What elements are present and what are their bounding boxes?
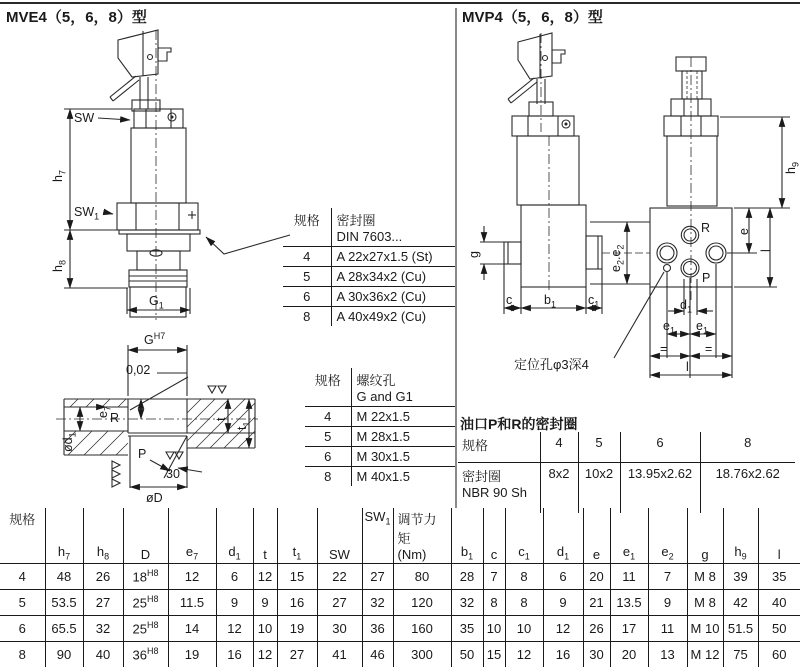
label-l-right: l — [760, 249, 773, 252]
table-cell: M 30x1.5 — [351, 447, 455, 467]
label-d1-front: $d_1$ — [680, 299, 692, 315]
label-e1-left: $e_1$ — [663, 320, 675, 336]
label-c1: $c_1$ — [588, 294, 599, 310]
label-od: øD — [146, 492, 163, 505]
table-header-row — [0, 508, 800, 564]
table-cell: 27 — [317, 590, 362, 616]
table-cell: 39 — [723, 564, 758, 590]
table-cell: 21 — [583, 590, 610, 616]
label-e2-e2: $e_2.e_2$ — [610, 245, 626, 272]
table-cell: 12 — [216, 616, 253, 642]
table-cell: 50 — [758, 616, 800, 642]
table-cell: $25^{H8}$ — [123, 590, 168, 616]
table-cell: 8 — [283, 307, 331, 327]
table-cell: $e_2$ — [648, 508, 687, 564]
label-e: e — [738, 228, 751, 235]
locating-hole-note: 定位孔φ3深4 — [514, 358, 589, 371]
table-cell: 53.5 — [45, 590, 83, 616]
table-cell: 8 — [0, 642, 45, 667]
table-cell: 27 — [277, 642, 317, 667]
thread-hole-table — [305, 368, 455, 486]
table-cell: M 22x1.5 — [351, 407, 455, 427]
table-cell: 6 — [620, 432, 700, 463]
table-cell: $d_1$ — [543, 508, 583, 564]
label-p-section: P — [138, 448, 146, 461]
table-cell: 6 — [0, 616, 45, 642]
table-cell: 6 — [216, 564, 253, 590]
label-runout-tolerance: 0,02 — [126, 364, 150, 377]
table-header-row — [458, 432, 795, 463]
table-row — [458, 463, 795, 514]
table-cell: 9 — [648, 590, 687, 616]
table-cell: 120 — [393, 590, 451, 616]
table-row — [305, 447, 455, 467]
table-cell: e — [583, 508, 610, 564]
table-cell: 7 — [648, 564, 687, 590]
table-cell: 14 — [168, 616, 216, 642]
table-cell: $e_1$ — [610, 508, 648, 564]
table-row — [283, 267, 455, 287]
table-cell: M 12 — [687, 642, 723, 667]
table-cell: 27 — [83, 590, 123, 616]
table-cell: 30 — [583, 642, 610, 667]
table-cell: M 8 — [687, 564, 723, 590]
table-cell: 13.5 — [610, 590, 648, 616]
dimension-table — [0, 508, 800, 667]
table-cell: M 8 — [687, 590, 723, 616]
table-cell: 12 — [253, 642, 277, 667]
table-row — [0, 564, 800, 590]
table-cell: 11 — [610, 564, 648, 590]
table-cell: 10 — [483, 616, 505, 642]
label-p-port: P — [702, 272, 710, 285]
table-cell: 46 — [362, 642, 393, 667]
table-cell: 4 — [0, 564, 45, 590]
table-cell: 60 — [758, 642, 800, 667]
table-cell: $18^{H8}$ — [123, 564, 168, 590]
table-cell: 36 — [362, 616, 393, 642]
port-seal-heading: 油口P和R的密封圈 — [460, 414, 577, 434]
table-cell: 32 — [362, 590, 393, 616]
label-r-port: R — [701, 222, 710, 235]
section-detail-drawing — [56, 345, 258, 488]
table-cell: $25^{H8}$ — [123, 616, 168, 642]
label-r-section: R — [110, 412, 119, 425]
table-cell: 40 — [83, 642, 123, 667]
table-cell: 32 — [451, 590, 483, 616]
table-row — [283, 287, 455, 307]
table-cell: 15 — [483, 642, 505, 667]
label-c: c — [506, 294, 512, 307]
table-cell: 40 — [758, 590, 800, 616]
table-cell: A 22x27x1.5 (St) — [331, 247, 455, 267]
label-b1: $b_1$ — [544, 294, 556, 310]
table-cell: 42 — [723, 590, 758, 616]
table-cell: 19 — [168, 642, 216, 667]
table-cell: 18.76x2.62 — [700, 463, 795, 514]
table-cell: 20 — [610, 642, 648, 667]
table-cell: 8 — [505, 564, 543, 590]
table-cell: 16 — [216, 642, 253, 667]
label-angle-30: 30 — [166, 468, 180, 481]
table-row — [283, 307, 455, 327]
table-cell: $t_1$ — [277, 508, 317, 564]
table-cell: 5 — [578, 432, 620, 463]
table-cell: 12 — [543, 616, 583, 642]
label-l-bottom: l — [686, 361, 689, 374]
table-cell: 9 — [543, 590, 583, 616]
table-cell: A 30x36x2 (Cu) — [331, 287, 455, 307]
table-cell: 160 — [393, 616, 451, 642]
label-e1-right: $e_1$ — [696, 320, 708, 336]
table-cell: $36^{H8}$ — [123, 642, 168, 667]
left-title: MVE4（5，6，8）型 — [6, 6, 147, 27]
table-cell: 7 — [483, 564, 505, 590]
label-t1: $t_1$ — [236, 422, 252, 431]
table-row — [305, 467, 455, 487]
table-cell: 35 — [451, 616, 483, 642]
table-cell: 8 — [700, 432, 795, 463]
table-cell: 51.5 — [723, 616, 758, 642]
table-cell: 13.95x2.62 — [620, 463, 700, 514]
table-cell: 48 — [45, 564, 83, 590]
label-equal-left: = — [660, 343, 667, 356]
table-cell: 5 — [305, 427, 351, 447]
table-cell: $d_1$ — [216, 508, 253, 564]
table-cell: 4 — [283, 247, 331, 267]
table-cell: 8 — [305, 467, 351, 487]
label-h8: $h_8$ — [52, 260, 68, 272]
table-cell: SW — [317, 508, 362, 564]
table-cell: g — [687, 508, 723, 564]
table-cell: 5 — [283, 267, 331, 287]
table-cell: 26 — [83, 564, 123, 590]
label-h7: $h_7$ — [52, 170, 68, 182]
table-cell: $h_7$ — [45, 508, 83, 564]
table-cell: 11 — [648, 616, 687, 642]
table-cell: $h_8$ — [83, 508, 123, 564]
table-cell: 30 — [317, 616, 362, 642]
label-equal-right: = — [705, 343, 712, 356]
table-cell: D — [123, 508, 168, 564]
table-cell: 8 — [483, 590, 505, 616]
table-cell: 27 — [362, 564, 393, 590]
table-cell: A 40x49x2 (Cu) — [331, 307, 455, 327]
table-cell: 10 — [253, 616, 277, 642]
table-cell: 50 — [451, 642, 483, 667]
table-cell: 300 — [393, 642, 451, 667]
table-cell: $b_1$ — [451, 508, 483, 564]
table-cell: M 40x1.5 — [351, 467, 455, 487]
table-cell: 28 — [451, 564, 483, 590]
table-cell: 5 — [0, 590, 45, 616]
label-g-h7: $G^{H7}$ — [144, 332, 165, 347]
table-cell: $SW_1$ — [362, 508, 393, 564]
table-cell: l — [758, 508, 800, 564]
table-cell: 19 — [277, 616, 317, 642]
table-cell: 16 — [543, 642, 583, 667]
table-cell: $c_1$ — [505, 508, 543, 564]
table-cell: 16 — [277, 590, 317, 616]
table-cell: 4 — [540, 432, 578, 463]
label-g-side: g — [468, 251, 481, 258]
label-g1: $G_1$ — [149, 295, 164, 311]
table-cell: 6 — [543, 564, 583, 590]
table-row — [305, 427, 455, 447]
table-cell: 11.5 — [168, 590, 216, 616]
table-cell: 10 — [505, 616, 543, 642]
table-cell: 13 — [648, 642, 687, 667]
table-cell: 规格 — [458, 432, 540, 463]
table-cell: 15 — [277, 564, 317, 590]
table-cell: 4 — [305, 407, 351, 427]
label-od1: $ød_1$ — [62, 432, 78, 452]
table-cell: 10x2 — [578, 463, 620, 514]
mve4-drawing — [64, 30, 290, 320]
table-cell: 26 — [583, 616, 610, 642]
table-cell: 调节力矩 (Nm) — [393, 508, 451, 564]
table-cell: A 28x34x2 (Cu) — [331, 267, 455, 287]
table-cell: 9 — [253, 590, 277, 616]
table-cell: $h_9$ — [723, 508, 758, 564]
col-header-thread: 螺纹孔 G and G1 — [351, 368, 455, 407]
label-t: t — [215, 418, 228, 421]
right-title: MVP4（5，6，8）型 — [462, 6, 603, 27]
table-header-row — [305, 368, 455, 407]
col-header-size: 规格 — [305, 368, 351, 407]
table-cell: c — [483, 508, 505, 564]
label-h9: $h_9$ — [785, 162, 801, 174]
table-cell: 41 — [317, 642, 362, 667]
table-cell: M 28x1.5 — [351, 427, 455, 447]
table-cell: 规格 — [0, 508, 45, 564]
table-cell: 20 — [583, 564, 610, 590]
table-cell: 32 — [83, 616, 123, 642]
table-cell: 6 — [283, 287, 331, 307]
table-cell: 17 — [610, 616, 648, 642]
table-row — [0, 642, 800, 667]
table-cell: 65.5 — [45, 616, 83, 642]
table-cell: 75 — [723, 642, 758, 667]
table-cell: 8x2 — [540, 463, 578, 514]
port-seal-table — [458, 432, 795, 513]
table-cell: 8 — [505, 590, 543, 616]
table-cell: 9 — [216, 590, 253, 616]
table-cell: 35 — [758, 564, 800, 590]
table-cell: 12 — [253, 564, 277, 590]
row-label-seal: 密封圈 NBR 90 Sh — [458, 463, 540, 514]
table-row — [0, 590, 800, 616]
label-e7: $e_7$ — [97, 406, 113, 418]
table-cell: 22 — [317, 564, 362, 590]
seal-ring-table — [283, 208, 455, 326]
col-header-seal: 密封圈 DIN 7603... — [331, 208, 455, 247]
table-cell: 80 — [393, 564, 451, 590]
label-sw1: $SW_1$ — [74, 206, 99, 222]
table-row — [0, 616, 800, 642]
table-cell: 6 — [305, 447, 351, 467]
table-cell: M 10 — [687, 616, 723, 642]
table-cell: 12 — [505, 642, 543, 667]
table-row — [305, 407, 455, 427]
table-cell: $e_7$ — [168, 508, 216, 564]
table-header-row — [283, 208, 455, 247]
label-sw: SW — [74, 112, 94, 125]
col-header-size: 规格 — [283, 208, 331, 247]
table-cell: t — [253, 508, 277, 564]
table-cell: 12 — [168, 564, 216, 590]
table-row — [283, 247, 455, 267]
table-cell: 90 — [45, 642, 83, 667]
